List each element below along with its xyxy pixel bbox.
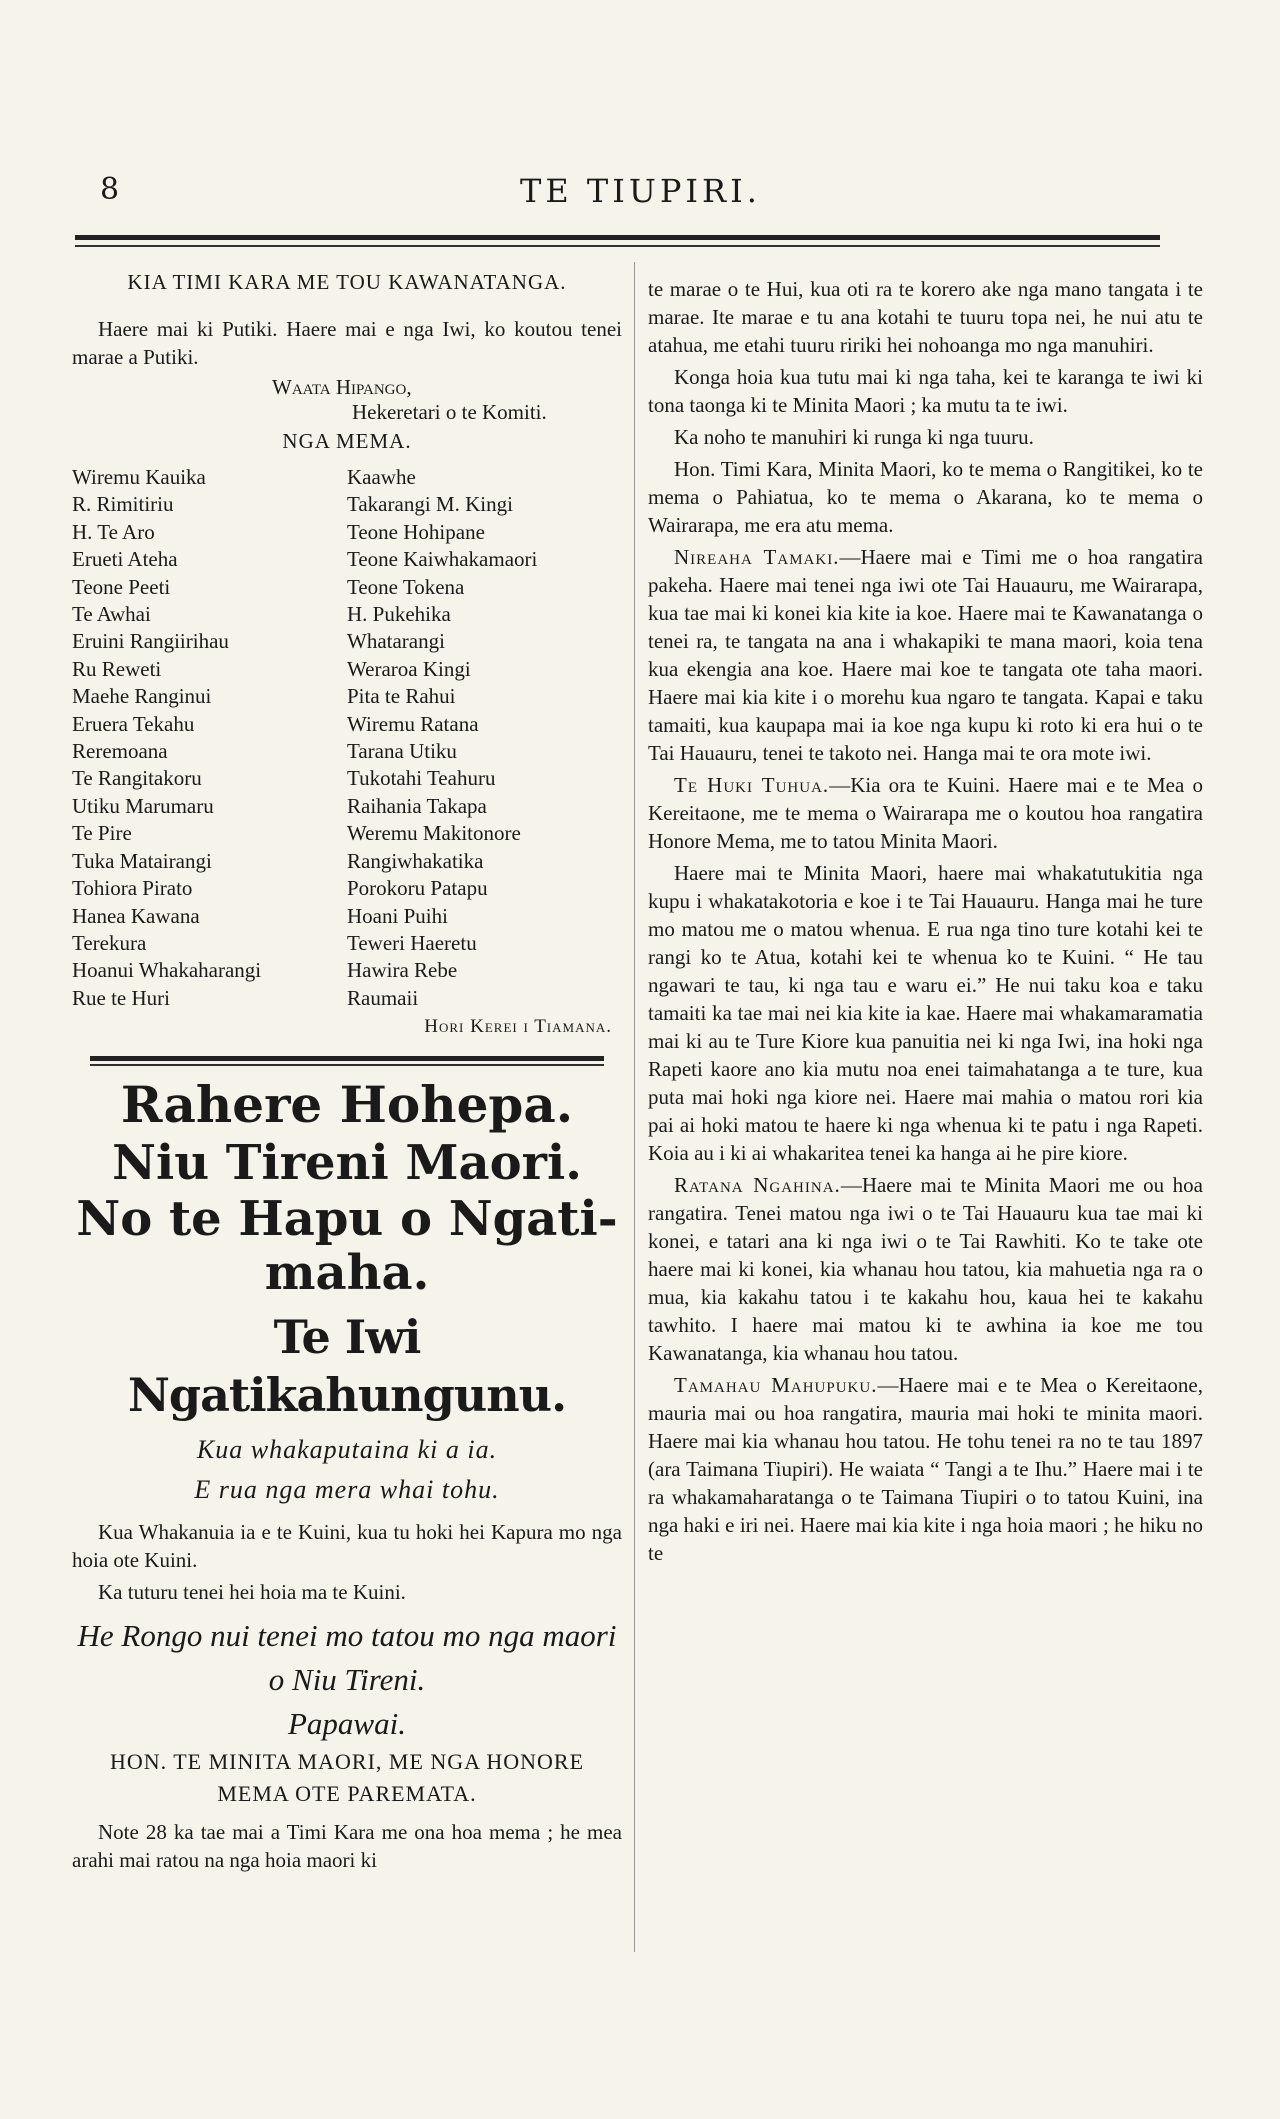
right-paragraph-3: Ka noho te manuhiri ki runga ki nga tuuru.	[674, 425, 1034, 449]
right-paragraph-2: Konga hoia kua tutu mai ki nga taha, kei te karanga te iwi ki tona taonga ki te Minita Maori ; ka mutu ta te iwi.	[648, 365, 1203, 417]
member-name: Tarana Utiku	[347, 739, 457, 764]
member-name: Rue te Huri	[72, 985, 170, 1010]
header-rule-thin	[75, 245, 1160, 247]
member-name: Erueti Ateha	[72, 547, 178, 572]
headline-name: Rahere Hohepa.	[120, 1075, 574, 1135]
member-name: Teone Peeti	[72, 574, 171, 599]
section-rule-thin	[90, 1064, 604, 1066]
signatory-name: Waata Hipango,	[272, 375, 412, 399]
italic-line-4: Papawai.	[288, 1706, 406, 1742]
italic-line-2: E rua nga mera whai tohu.	[194, 1475, 500, 1505]
member-name: Ru Reweti	[72, 656, 162, 681]
caps-heading: HON. TE MINITA MAORI, ME NGA HONORE MEMA OTE PAREMATA.	[109, 1749, 585, 1807]
member-name: Wiremu Kauika	[72, 465, 206, 489]
headline-iwi: Te Iwi Ngatikahungunu.	[127, 1310, 567, 1423]
right-paragraph-4: Hon. Timi Kara, Minita Maori, ko te mema o Rangitikei, ko te mema o Pahiatua, ko te mema o Akarana, ko te mema o Wairarapa, me era atu mema.	[648, 457, 1203, 537]
member-name: Reremoana	[72, 739, 168, 764]
right-paragraph-1: te marae o te Hui, kua oti ra te korero ake nga mano tangata i te marae. Ite marae e tu ana kotahi te tuuru topa nei, he nui atu te atahua, me etahi tuuru ririki hei nohoanga mo nga manuhiri.	[648, 277, 1203, 357]
member-name: Te Awhai	[72, 602, 151, 627]
member-name: Teone Kaiwhakamaori	[347, 547, 538, 572]
speaker-name: Tamahau Mahupuku.	[674, 1373, 878, 1397]
speaker-name: Te Huki Tuhua.	[674, 773, 830, 797]
running-title: TE TIUPIRI.	[520, 172, 761, 210]
member-name: Teweri Haeretu	[347, 930, 477, 955]
member-name: Eruera Tekahu	[72, 711, 195, 736]
right-paragraph-9	[648, 1371, 1203, 1567]
right-paragraph-5	[648, 543, 1203, 767]
speaker-name: Nireaha Tamaki.	[674, 545, 840, 569]
member-name: Takarangi M. Kingi	[347, 492, 513, 517]
intro-paragraph: Haere mai ki Putiki. Haere mai e nga Iwi, ko koutou tenei marae a Putiki.	[72, 317, 622, 369]
member-name: Weremu Makitonore	[347, 821, 521, 846]
member-name: Terekura	[72, 930, 147, 955]
member-name: Rangiwhakatika	[347, 848, 484, 873]
page-header	[100, 172, 1160, 212]
speech-text: —Haere mai e te Mea o Kereitaone, mauria mai ou hoa rangatira, mauria mai hoki te minita maori. Haere mai kia whanau hou tatou. He tohu tenei ra no te tau 1897 (ara Taimana Tiupiri). He waiata “ Tangi a te Ihu.” Haere mai i te ra whakamaharatanga o te Taimana Tiupiri o to tatou Kuini, ina nga haki e iri nei. Haere mai kia kite i nga hoia maori ; he hiku no te	[648, 1373, 1203, 1565]
member-name: Tohiora Pirato	[72, 876, 193, 901]
column-divider	[634, 262, 635, 1952]
member-name: Weraroa Kingi	[347, 656, 471, 681]
headline-hapu: No te Hapu o Ngati-maha.	[76, 1191, 618, 1302]
speech-text: —Kia ora te Kuini. Haere mai e te Mea o Kereitaone, me te mema o Wairarapa me o koutou hoa rangatira Honore Mema, me to tatou Minita Maori.	[648, 773, 1203, 853]
member-name: Maehe Ranginui	[72, 684, 212, 709]
speech-text: —Haere mai e Timi me o hoa rangatira pakeha. Haere mai tenei nga iwi ote Tai Hauauru, me Wairarapa, kua tae mai ki konei kia kite ia koe. Haere mai te Kawanatanga o tenei ra, te tangata na ana i whakapiki te mana maori, koia tena kua ekengia ana koe. Haere mai koe te tangata ote taha maori. Haere mai kia kite i o morehu kua ngaro te tangata. Kapai e taku tamaiti, kua kaupapa mai ia koe nga kupu ki roto ki era hui o te Tai Hauauru, tenei te takoto nei. Hanga mai te ora mote iwi.	[648, 545, 1203, 765]
member-name: Hoanui Whakaharangi	[72, 958, 262, 983]
members-heading: NGA MEMA.	[282, 429, 412, 453]
member-name: Hoani Puihi	[347, 903, 448, 928]
right-paragraph-7: Haere mai te Minita Maori, haere mai whakatutukitia nga kupu i whakatakotoria e koe i te Tai Hauauru. Hanga mai he ture mo matou me o matou whenua. E rua nga tino ture kotahi kei te rangi ko te Atua, kotahi kei te whenua ko te Kuini. “ He tau ngawari te tau, ki nga tau e waru ei.” He nui taku koa e taku tamaiti ka tae mai nei kia kite ia kae. Haere mai whakamaramatia mai ki au te Ture Kiore kua panuitia nei ki nga Iwi, ina hoki nga Rapeti kaore ano kia mutu noa enei taimahatanga a te ture, kua puta mai hoki nga kiore nei. Haere mai mahia o matou rori kia pai ai hoki matou te haere ki nga whenua ki te patu i nga Rapeti. Koia au i ki ai whakaritea tenei ka hanga ai he pire kiore.	[648, 861, 1203, 1165]
member-name: Hawira Rebe	[347, 958, 458, 983]
member-name: Porokoru Patapu	[347, 876, 488, 901]
member-name: H. Te Aro	[72, 519, 155, 544]
member-name: Teone Hohipane	[347, 519, 485, 544]
member-name: Eruini Rangiirihau	[72, 629, 229, 654]
member-name: Whatarangi	[347, 629, 445, 654]
member-name: Raumaii	[347, 985, 419, 1010]
italic-line-3: He Rongo nui tenei mo tatou mo nga maori o Niu Tireni.	[77, 1618, 617, 1698]
section-rule	[90, 1056, 604, 1061]
right-paragraph-8	[648, 1171, 1203, 1367]
member-name: R. Rimitiriu	[72, 492, 174, 517]
headline-country: Niu Tireni Maori.	[112, 1135, 582, 1192]
member-name: Raihania Takapa	[347, 793, 487, 818]
paragraph-3: Note 28 ka tae mai a Timi Kara me ona hoa mema ; he mea arahi mai ratou na nga hoia maori ki	[72, 1820, 622, 1873]
paragraph-2: Ka tuturu tenei hei hoia ma te Kuini.	[98, 1580, 406, 1605]
page-number: 8	[100, 172, 120, 207]
italic-line-1: Kua whakaputaina ki a ia.	[196, 1435, 498, 1465]
left-column	[72, 270, 622, 1878]
signoff: Hori Kerei i Tiamana.	[424, 1016, 612, 1038]
member-name: Te Pire	[72, 821, 132, 846]
signatory-role: Hekeretari o te Komiti.	[352, 400, 547, 424]
paragraph-1: Kua Whakanuia ia e te Kuini, kua tu hoki hei Kapura mo nga hoia ote Kuini.	[72, 1520, 622, 1573]
member-name: Kaawhe	[347, 465, 416, 489]
header-rule	[75, 235, 1160, 240]
member-name: Pita te Rahui	[347, 684, 456, 709]
speaker-name: Ratana Ngahina.	[674, 1173, 841, 1197]
member-name: Hanea Kawana	[72, 903, 200, 928]
member-name: Tuka Matairangi	[72, 848, 212, 873]
right-paragraph-6	[648, 771, 1203, 855]
members-column-1	[72, 464, 347, 1012]
right-column	[648, 275, 1203, 1571]
member-name: Teone Tokena	[347, 574, 465, 599]
member-name: Tukotahi Teahuru	[347, 766, 496, 791]
member-name: Te Rangitakoru	[72, 766, 202, 791]
members-column-2	[347, 464, 622, 1012]
members-list	[72, 464, 622, 1012]
member-name: Utiku Marumaru	[72, 793, 214, 818]
member-name: H. Pukehika	[347, 602, 451, 627]
member-name: Wiremu Ratana	[347, 711, 479, 736]
article-title: KIA TIMI KARA ME TOU KAWANATANGA.	[127, 270, 567, 294]
speech-text: —Haere mai te Minita Maori me ou hoa rangatira. Tenei matou nga iwi o te Tai Hauauru kua tae mai ki konei, e tatari ana ki nga iwi o te Tai Rawhiti. Ko te take ote haere mai ki konei, kia whanau hou tatou, kia mahuetia nga ra o mua, kia kakahu tatou i te kakahu hou, kaua hei te kakahu tawhito. I haere mai matou ki te awhina ia koe me tou Kawanatanga, kia whanau hou tatou.	[648, 1173, 1204, 1365]
